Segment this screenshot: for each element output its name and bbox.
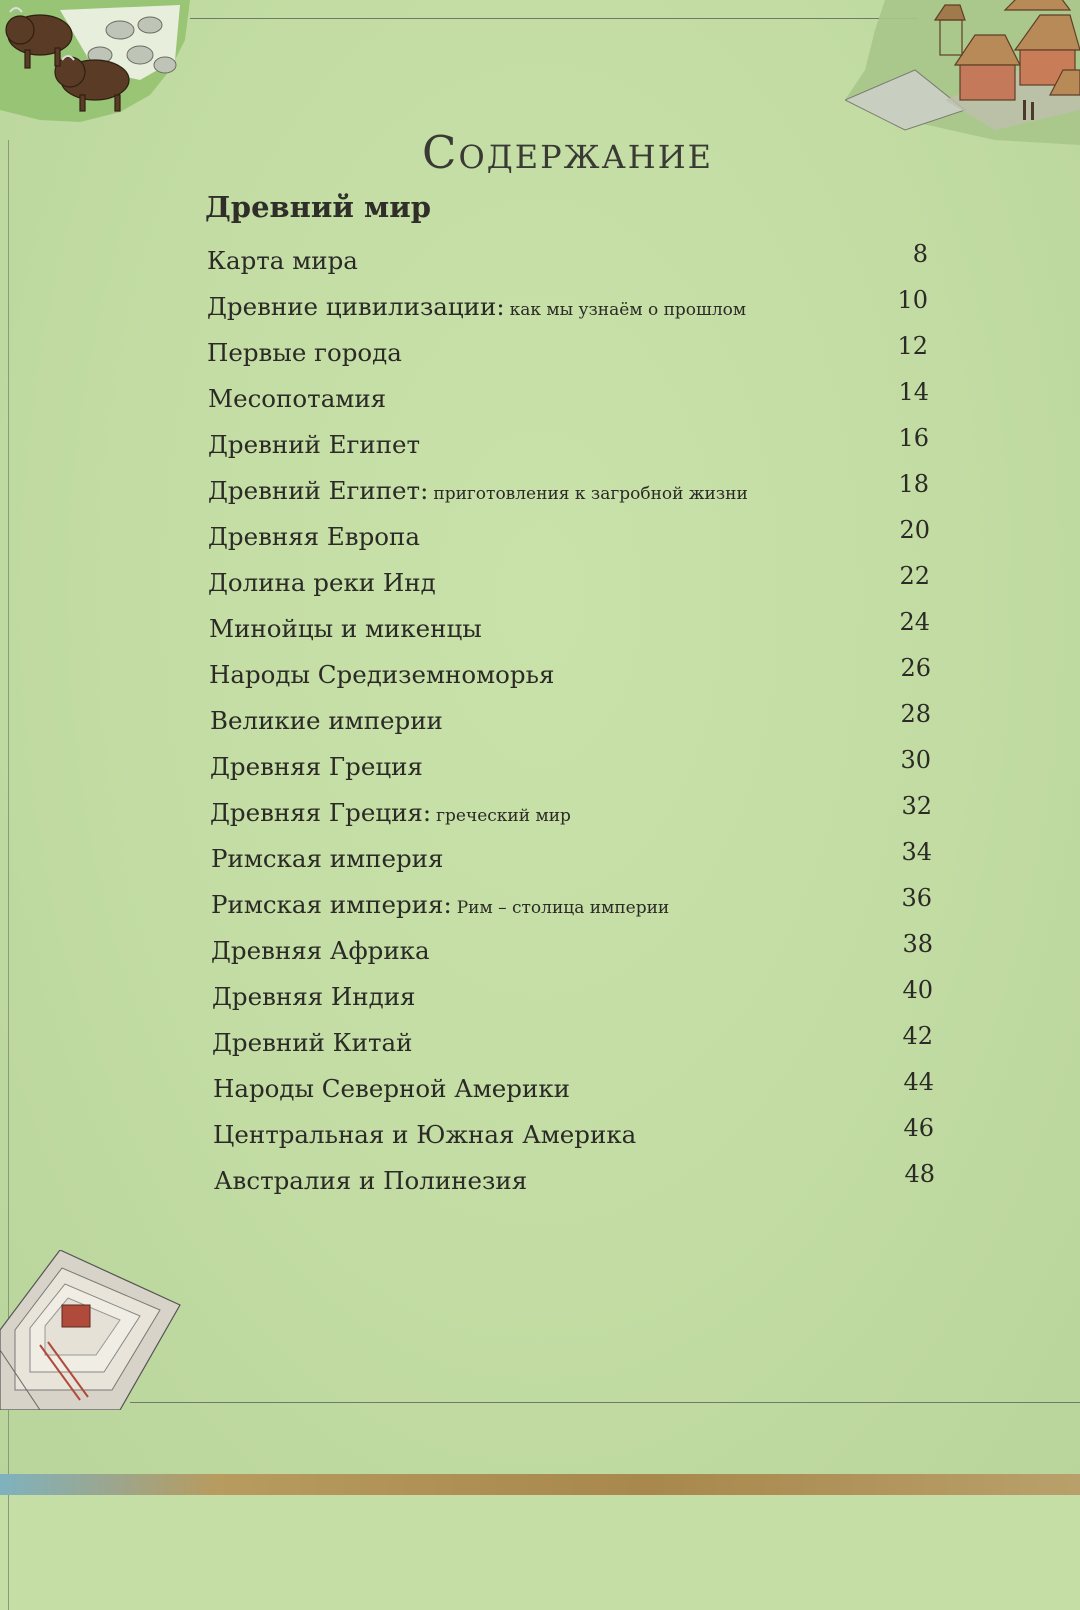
toc-entry-page: 34 [901, 838, 932, 866]
top-rule [190, 18, 918, 19]
toc-entry-page: 18 [898, 470, 929, 498]
toc-entry-page: 10 [897, 286, 928, 314]
toc-entry-page: 44 [903, 1068, 934, 1096]
toc-entry[interactable] [0, 1068, 1080, 1114]
toc-entry[interactable] [0, 516, 1080, 562]
toc-entry-title: Древний Египет: приготовления к загробной жизни [208, 476, 748, 505]
toc-entry-title: Римская империя [211, 844, 444, 873]
toc-entry-title: Карта мира [207, 246, 358, 275]
village-huts-illustration [845, 0, 1080, 145]
toc-entry-title: Центральная и Южная Америка [213, 1120, 637, 1149]
toc-entry[interactable] [0, 608, 1080, 654]
toc-entry[interactable] [0, 976, 1080, 1022]
toc-entry-title: Минойцы и микенцы [209, 614, 482, 643]
bottom-rule [130, 1402, 1080, 1403]
toc-entry-title: Древний Китай [212, 1028, 413, 1057]
toc-entry-page: 12 [897, 332, 928, 360]
toc-entry-title: Древняя Греция [210, 752, 423, 781]
toc-entry[interactable] [0, 378, 1080, 424]
toc-entry[interactable] [0, 424, 1080, 470]
toc-entry-title: Римская империя: Рим – столица империи [211, 890, 670, 919]
toc-entry[interactable] [0, 470, 1080, 516]
toc-entry-title: Народы Северной Америки [213, 1074, 570, 1103]
toc-entry-page: 42 [902, 1022, 933, 1050]
toc-entry-page: 22 [899, 562, 930, 590]
toc-entry-page: 46 [903, 1114, 934, 1142]
toc-entry-title: Народы Средиземноморья [209, 660, 555, 689]
toc-entry[interactable] [0, 562, 1080, 608]
toc-entry[interactable] [0, 1114, 1080, 1160]
toc-entry-page: 8 [912, 240, 928, 268]
toc-entry-title: Первые города [207, 338, 402, 367]
toc-entry[interactable] [0, 332, 1080, 378]
toc-entry[interactable] [0, 654, 1080, 700]
toc-entry[interactable] [0, 930, 1080, 976]
bottom-edge-strip [0, 1474, 1080, 1495]
toc-entry-title: Древняя Индия [212, 982, 416, 1011]
toc-entry-page: 48 [904, 1160, 935, 1188]
toc-entry-title: Древние цивилизации: как мы узнаём о прошлом [207, 292, 747, 321]
toc-entry[interactable] [0, 838, 1080, 884]
toc-entry-page: 14 [898, 378, 929, 406]
toc-entry[interactable] [0, 700, 1080, 746]
toc-entry-title: Великие империи [210, 706, 443, 735]
stepped-pyramid-illustration [0, 1250, 185, 1410]
toc-entry-page: 20 [899, 516, 930, 544]
toc-entry[interactable] [0, 240, 1080, 286]
toc-entry-page: 24 [899, 608, 930, 636]
toc-entry-title: Австралия и Полинезия [214, 1166, 528, 1195]
toc-entry-title: Древняя Африка [211, 936, 430, 965]
toc-entry-page: 40 [902, 976, 933, 1004]
toc-entry-page: 32 [901, 792, 932, 820]
toc-entry[interactable] [0, 746, 1080, 792]
toc-entry-page: 30 [900, 746, 931, 774]
toc-entry[interactable] [0, 884, 1080, 930]
toc-entry[interactable] [0, 286, 1080, 332]
toc-entry-title: Долина реки Инд [208, 568, 436, 597]
toc-entry-title: Древняя Греция: греческий мир [210, 798, 571, 827]
toc-entry-title: Древний Египет [208, 430, 421, 459]
page-title: Содержание [422, 126, 713, 180]
toc-entry[interactable] [0, 792, 1080, 838]
toc-entry[interactable] [0, 1160, 1080, 1206]
toc-entry-page: 26 [900, 654, 931, 682]
toc-entry[interactable] [0, 1022, 1080, 1068]
section-heading: Древний мир [205, 190, 431, 224]
toc-entry-page: 28 [900, 700, 931, 728]
toc-entry-page: 38 [902, 930, 933, 958]
toc-entry-page: 36 [901, 884, 932, 912]
bison-herd-illustration [0, 0, 190, 125]
toc-entry-title: Месопотамия [208, 384, 387, 413]
toc-entry-title: Древняя Европа [208, 522, 420, 551]
toc-entry-page: 16 [898, 424, 929, 452]
